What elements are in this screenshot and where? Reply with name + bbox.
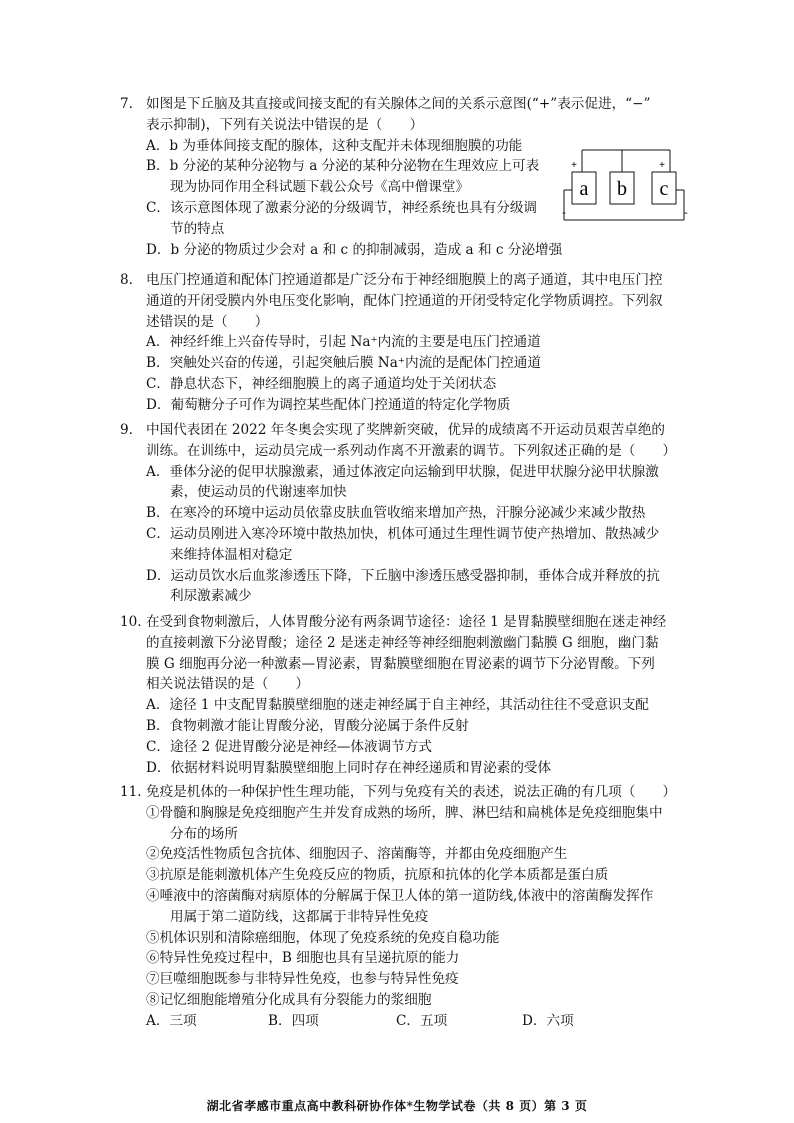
gland-label-b: b (617, 178, 627, 200)
answer-choice: B．四项 (268, 1012, 319, 1029)
question-stem-line: 在受到食物刺激后，人体胃酸分泌有两条调节途径：途径 1 是胃黏膜壁细胞在迷走神经 (146, 614, 667, 630)
option-line: 利尿激素减少 (170, 588, 252, 605)
page-footer: 湖北省孝感市重点高中教科研协作体*生物学试卷（共 8 页）第 3 页 (206, 1099, 588, 1113)
gland-label-a: a (579, 178, 589, 200)
option-line: B．食物刺激才能让胃酸分泌，胃酸分泌属于条件反射 (146, 718, 469, 734)
option-line: B．在寒冷的环境中运动员依靠皮肤血管收缩来增加产热，汗腺分泌减少来减少散热 (146, 505, 646, 522)
question-number: 11. (120, 784, 142, 800)
question-stem-line: 电压门控通道和配体门控通道都是广泛分布于神经细胞膜上的离子通道，其中电压门控 (146, 272, 663, 288)
option-line: D．依据材料说明胃黏膜壁细胞上同时存在神经递质和胃泌素的受体 (146, 759, 552, 776)
hormone-regulation-diagram (560, 146, 690, 231)
option-line: B．突触处兴奋的传递，引起突触后膜 Na⁺内流的是配体门控通道 (146, 355, 541, 372)
question-stem-line: 表示抑制)，下列有关说法中错误的是（ ） (146, 116, 424, 133)
question-number: 9. (120, 422, 133, 438)
statement-line: ⑥特异性免疫过程中，B 细胞也具有呈递抗原的能力 (146, 950, 460, 967)
answer-choice: D．六项 (522, 1012, 574, 1029)
question-number: 10. (120, 614, 142, 630)
question-stem-line: 免疫是机体的一种保护性生理功能，下列与免疫有关的表述，说法正确的有几项（ ） (146, 784, 677, 800)
plus-sign-c: + (659, 160, 665, 171)
option-line: C．途径 2 促进胃酸分泌是神经—体液调节方式 (146, 738, 432, 755)
option-line: D．运动员饮水后血浆渗透压下降，下丘脑中渗透压感受器抑制，垂体合成并释放的抗 (146, 567, 660, 584)
option-line: D．b 分泌的物质过少会对 a 和 c 的抑制减弱，造成 a 和 c 分泌增强 (146, 241, 563, 258)
statement-line: 用属于第二道防线，这都属于非特异性免疫 (170, 908, 429, 925)
statement-line: ①骨髓和胸腺是免疫细胞产生并发育成熟的场所，脾、淋巴结和扁桃体是免疫细胞集中 (146, 804, 663, 821)
question-stem-line: 中国代表团在 2022 年冬奥会实现了奖牌新突破，优异的成绩离不开运动员艰苦卓绝的 (146, 422, 666, 438)
question-stem-line: 如图是下丘脑及其直接或间接支配的有关腺体之间的关系示意图(“+”表示促进，“−” (146, 96, 651, 112)
question-number: 8. (120, 272, 133, 288)
option-line: B．b 分泌的某种分泌物与 a 分泌的某种分泌物在生理效应上可表 (146, 158, 540, 175)
question-stem-line: 述错误的是（ ） (146, 313, 269, 330)
statement-line: ②免疫活性物质包含抗体、细胞因子、溶菌酶等，并都由免疫细胞产生 (146, 846, 568, 863)
gland-label-c: c (659, 178, 669, 200)
option-line: A．神经纤维上兴奋传导时，引起 Na⁺内流的主要是电压门控通道 (146, 334, 541, 351)
minus-sign-c: - (684, 207, 688, 219)
option-line: A．垂体分泌的促甲状腺激素，通过体液定向运输到甲状腺，促进甲状腺分泌甲状腺激 (146, 463, 659, 480)
question-stem-line: 训练。在训练中，运动员完成一系列动作离不开激素的调节。下列叙述正确的是（ ） (146, 442, 677, 459)
option-line: 节的特点 (170, 220, 225, 237)
option-line: D．葡萄糖分子可作为调控某些配体门控通道的特定化学物质 (146, 396, 511, 413)
option-line: A．途径 1 中支配胃黏膜壁细胞的迷走神经属于自主神经，其活动往往不受意识支配 (146, 697, 649, 714)
statement-line: ③抗原是能刺激机体产生免疫反应的物质，抗原和抗体的化学本质都是蛋白质 (146, 867, 609, 884)
question-stem-line: 膜 G 细胞再分泌一种激素—胃泌素，胃黏膜壁细胞在胃泌素的调节下分泌胃酸。下列 (146, 655, 655, 672)
statement-line: 分布的场所 (170, 825, 238, 842)
statement-line: ⑧记忆细胞能增殖分化成具有分裂能力的浆细胞 (146, 992, 432, 1008)
minus-sign-a: - (562, 207, 566, 219)
option-line: C．运动员刚进入寒冷环境中散热加快，机体可通过生理性调节使产热增加、散热减少 (146, 526, 660, 542)
statement-line: ⑤机体识别和清除癌细胞，体现了免疫系统的免疫自稳功能 (146, 929, 500, 946)
answer-choice: C．五项 (396, 1012, 448, 1029)
question-number: 7. (120, 96, 133, 112)
option-line: C．该示意图体现了激素分泌的分级调节，神经系统也具有分级调 (146, 200, 538, 216)
option-line: 现为协同作用全科试题下载公众号《高中僧课堂》 (170, 179, 470, 196)
answer-choice: A．三项 (146, 1012, 197, 1029)
statement-line: ④唾液中的溶菌酶对病原体的分解属于保卫人体的第一道防线,体液中的溶菌酶发挥作 (146, 888, 654, 904)
option-line: 来维持体温相对稳定 (170, 546, 293, 563)
question-stem-line: 的直接刺激下分泌胃酸；途径 2 是迷走神经等神经细胞刺激幽门黏膜 G 细胞，幽门黏 (146, 634, 659, 651)
option-line: C．静息状态下，神经细胞膜上的离子通道均处于关闭状态 (146, 376, 497, 392)
option-line: A．b 为垂体间接支配的腺体，这种支配并未体现细胞膜的功能 (146, 137, 523, 154)
plus-sign-a: + (571, 160, 577, 171)
question-stem-line: 相关说法错误的是（ ） (146, 676, 310, 693)
statement-line: ⑦巨噬细胞既参与非特异性免疫，也参与特异性免疫 (146, 971, 459, 988)
option-line: 素，使运动员的代谢速率加快 (170, 484, 347, 501)
question-stem-line: 通道的开闭受膜内外电压变化影响，配体门控通道的开闭受特定化学物质调控。下列叙 (146, 292, 663, 309)
